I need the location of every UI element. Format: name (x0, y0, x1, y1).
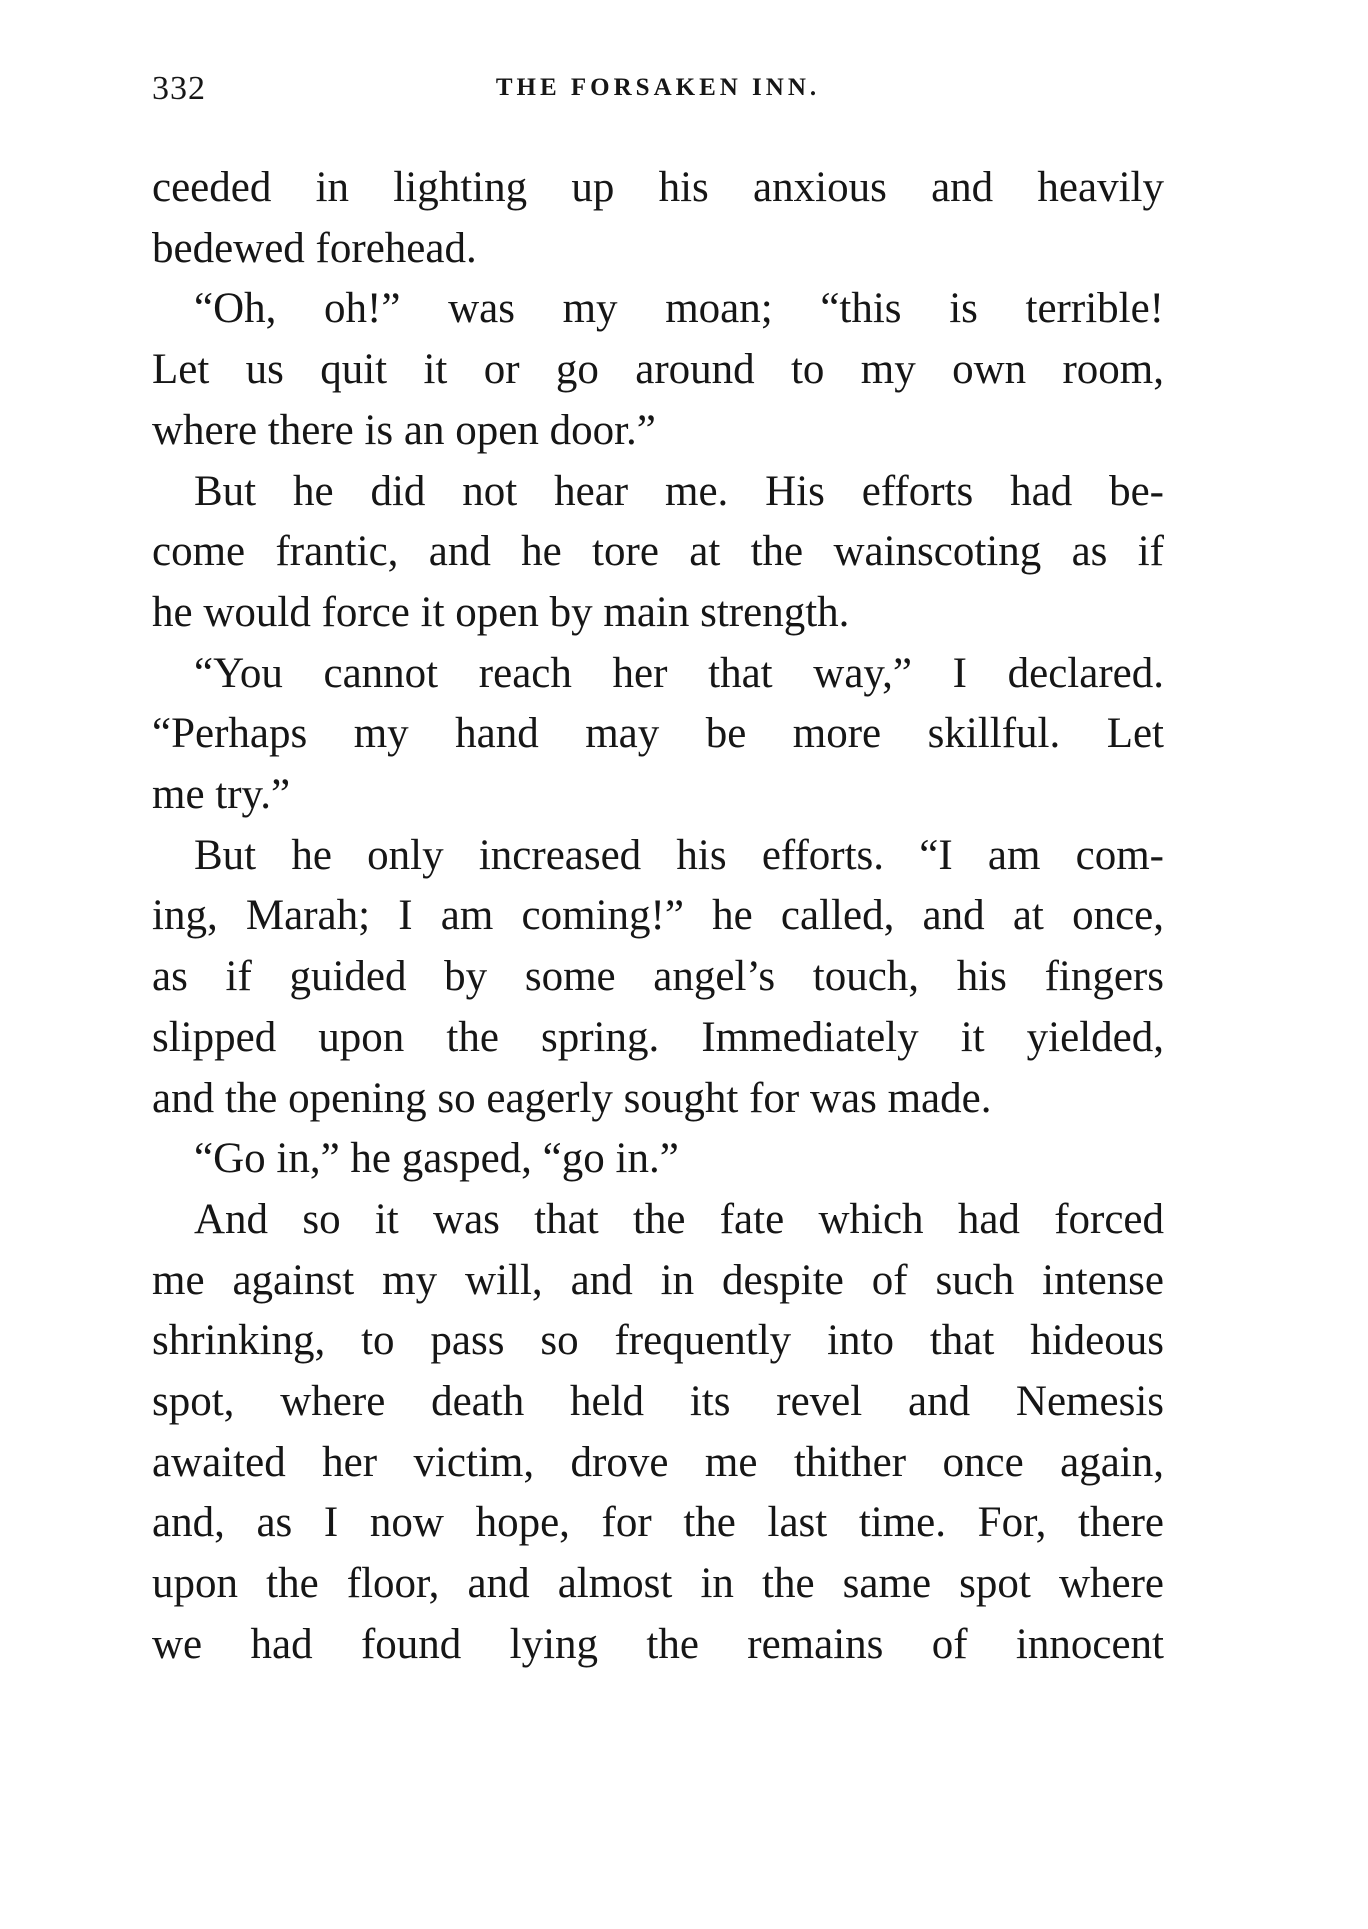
text-line: “Perhaps my hand may be more skillful. Let (152, 710, 1164, 758)
text-line: where there is an open door.” (152, 406, 656, 454)
text-line: spot, where death held its revel and Nemesis (152, 1378, 1164, 1426)
text-line: Let us quit it or go around to my own room, (152, 346, 1164, 394)
running-head (152, 70, 1164, 116)
text-line: we had found lying the remains of innocent (152, 1620, 1164, 1668)
text-line: slipped upon the spring. Immediately it yielded, (152, 1013, 1164, 1061)
body-text (152, 158, 1164, 1676)
text-line: And so it was that the fate which had forced (194, 1195, 1164, 1243)
running-title: THE FORSAKEN INN. (495, 74, 821, 101)
text-line: come frantic, and he tore at the wainscoting as if (152, 528, 1164, 576)
text-line: as if guided by some angel’s touch, his fingers (152, 953, 1164, 1001)
text-line: shrinking, to pass so frequently into that hideous (152, 1317, 1164, 1365)
text-line: awaited her victim, drove me thither once again, (152, 1438, 1164, 1486)
text-line: “Oh, oh!” was my moan; “this is terrible! (194, 285, 1164, 333)
text-line: But he only increased his efforts. “I am com- (194, 831, 1164, 879)
page-number: 332 (152, 70, 206, 107)
text-line: and, as I now hope, for the last time. For, there (152, 1499, 1164, 1547)
text-line: bedewed forehead. (152, 224, 477, 272)
text-line: ceeded in lighting up his anxious and heavily (152, 164, 1164, 211)
text-line: ing, Marah; I am coming!” he called, and at once, (152, 892, 1164, 940)
text-line: But he did not hear me. His efforts had be- (194, 467, 1164, 515)
text-line: “Go in,” he gasped, “go in.” (194, 1135, 679, 1183)
text-line: upon the floor, and almost in the same spot where (152, 1560, 1164, 1608)
text-line: he would force it open by main strength. (152, 588, 850, 636)
text-line: me try.” (152, 771, 291, 819)
text-line: me against my will, and in despite of such intense (152, 1256, 1164, 1304)
text-line: “You cannot reach her that way,” I declared. (194, 649, 1164, 697)
text-line: and the opening so eagerly sought for was made. (152, 1074, 992, 1122)
